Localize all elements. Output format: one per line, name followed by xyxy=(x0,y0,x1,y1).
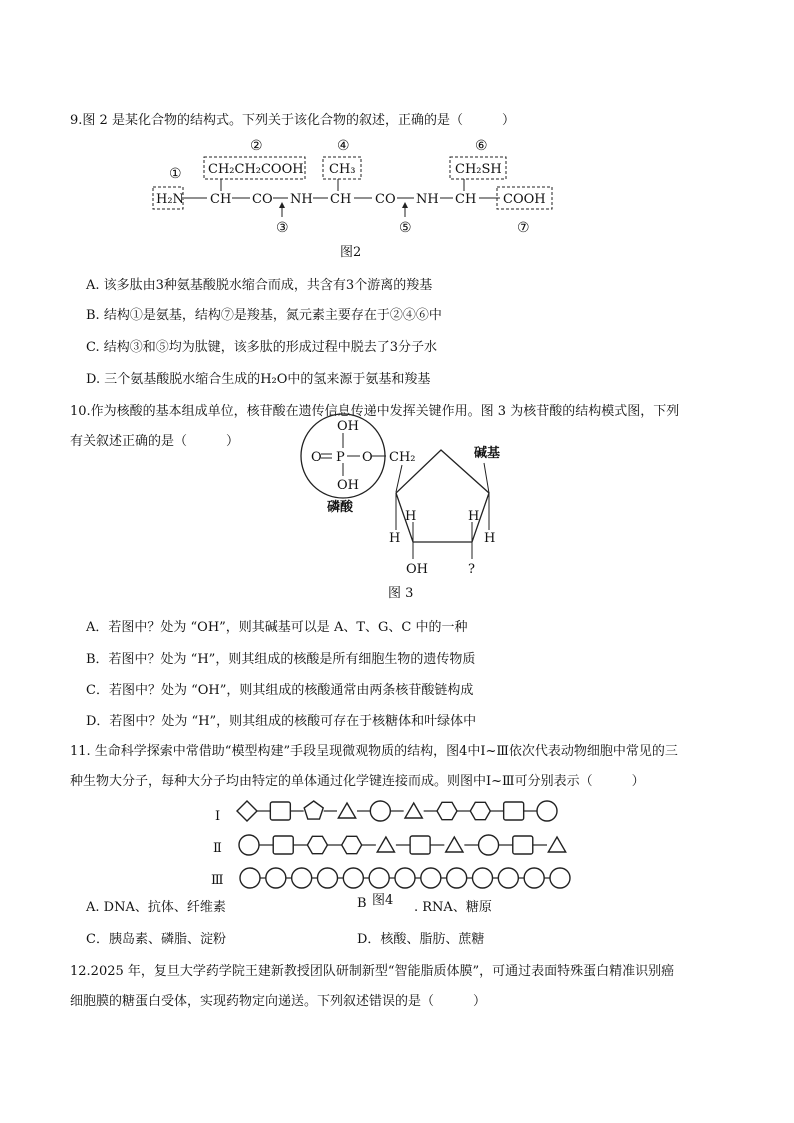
triangle-monomer xyxy=(548,837,565,852)
row-label-3: Ⅲ xyxy=(211,873,224,888)
chain-ch-1: CH xyxy=(210,192,232,207)
label-6: ⑥ xyxy=(475,138,488,154)
circle-monomer xyxy=(524,868,544,888)
q9-option-a: A. 该多肽由3种氨基酸脱水缩合而成，共含有3个游离的羧基 xyxy=(86,278,433,293)
carboxyl-group: COOH xyxy=(503,192,546,207)
label-5: ⑤ xyxy=(399,220,412,236)
chain-co-1: CO xyxy=(252,192,273,207)
q9-stem: 9.图 2 是某化合物的结构式。下列关于该化合物的叙述，正确的是（ ） xyxy=(70,113,515,128)
ch2-group: CH₂ xyxy=(389,450,416,465)
diamond-monomer xyxy=(237,801,257,821)
phosphate-p: P xyxy=(336,450,345,465)
r-group-6: CH₂SH xyxy=(455,162,502,177)
circle-monomer xyxy=(239,835,259,855)
hexagon-monomer xyxy=(470,802,490,819)
circle-monomer xyxy=(479,835,499,855)
hexagon-monomer xyxy=(437,802,457,819)
figure-4-caption: 图4 xyxy=(372,893,394,908)
q9-option-c: C. 结构③和⑤均为肽键，该多肽的形成过程中脱去了3分子水 xyxy=(86,340,438,355)
chain-co-2: CO xyxy=(375,192,396,207)
q11-option-a: A. DNA、抗体、纤维素 xyxy=(86,900,226,915)
figure-3-caption: 图 3 xyxy=(388,586,414,601)
circle-monomer xyxy=(240,868,260,888)
label-3: ③ xyxy=(276,220,289,236)
chain-nh-2: NH xyxy=(416,192,439,207)
circle-monomer xyxy=(369,868,389,888)
circle-monomer xyxy=(266,868,286,888)
q10-option-d: D．若图中？处为 “H”，则其组成的核酸可存在于核糖体和叶绿体中 xyxy=(86,714,477,729)
r-group-4: CH₃ xyxy=(329,162,356,177)
circle-monomer xyxy=(370,801,390,821)
square-monomer xyxy=(273,836,293,854)
q11-option-d: D．核酸、脂肪、蔗糖 xyxy=(357,932,485,947)
q11-option-b-tail: . RNA、糖原 xyxy=(414,900,492,915)
unknown-group: ? xyxy=(468,562,475,577)
triangle-monomer xyxy=(446,837,463,852)
c3-h-top: H xyxy=(468,509,480,524)
q11-option-c: C．胰岛素、磷脂、淀粉 xyxy=(86,932,226,947)
circle-monomer xyxy=(343,868,363,888)
circle-monomer xyxy=(292,868,312,888)
hexagon-monomer xyxy=(342,836,362,853)
square-monomer xyxy=(513,836,533,854)
circle-monomer xyxy=(537,801,557,821)
q12-stem-line1: 12.2025 年，复旦大学药学院王建新教授团队研制新型“智能脂质体膜”，可通过表面特殊蛋白精准识别癌 xyxy=(70,964,675,979)
r-group-2: CH₂CH₂COOH xyxy=(208,162,304,177)
triangle-monomer xyxy=(405,803,422,818)
chain-ch-3: CH xyxy=(455,192,477,207)
phosphate-label: 磷酸 xyxy=(327,500,354,515)
square-monomer xyxy=(504,802,524,820)
q11-option-b-letter: B xyxy=(357,896,367,911)
square-monomer xyxy=(270,802,290,820)
triangle-monomer xyxy=(377,837,394,852)
base-label: 碱基 xyxy=(474,446,501,461)
q12-stem-line2: 细胞膜的糖蛋白受体，实现药物定向递送。下列叙述错误的是（ ） xyxy=(70,994,487,1009)
q11-stem-line2: 种生物大分子，每种大分子均由特定的单体通过化学键连接而成。则图中Ⅰ~Ⅲ可分别表示（ ） xyxy=(70,774,645,789)
circle-monomer xyxy=(318,868,338,888)
figure-2-caption: 图2 xyxy=(340,245,362,260)
phosphate-o-double: O xyxy=(311,450,322,465)
q10-option-c: C．若图中？处为 “OH”，则其组成的核酸通常由两条核苷酸链构成 xyxy=(86,683,474,698)
chain-nh-1: NH xyxy=(290,192,313,207)
hexagon-monomer xyxy=(307,836,327,853)
label-1: ① xyxy=(169,166,182,182)
q9-option-b: B. 结构①是氨基，结构⑦是羧基，氮元素主要存在于②④⑥中 xyxy=(86,308,442,323)
circle-monomer xyxy=(421,868,441,888)
c1-h-left: H xyxy=(389,531,401,546)
chain-ch-2: CH xyxy=(330,192,352,207)
triangle-monomer xyxy=(338,803,355,818)
q10-option-b: B．若图中？处为 “H”，则其组成的核酸是所有细胞生物的遗传物质 xyxy=(86,652,476,667)
q10-stem-line2: 有关叙述正确的是（ ） xyxy=(70,434,240,449)
label-7: ⑦ xyxy=(517,220,530,236)
circle-monomer xyxy=(395,868,415,888)
label-4: ④ xyxy=(337,138,350,154)
row-label-1: Ⅰ xyxy=(215,809,221,824)
q10-option-a: A．若图中？处为 “OH”，则其碱基可以是 A、T、G、C 中的一种 xyxy=(86,620,468,635)
sugar-oh: OH xyxy=(406,562,428,577)
q11-stem-line1: 11. 生命科学探索中常借助“模型构建”手段呈现微观物质的结构，图4中Ⅰ~Ⅲ依次代表动物细胞中常见的三 xyxy=(70,744,678,759)
circle-monomer xyxy=(498,868,518,888)
q9-option-d: D. 三个氨基酸脱水缩合生成的H₂O中的氢来源于氨基和羧基 xyxy=(86,372,431,387)
circle-monomer xyxy=(473,868,493,888)
square-monomer xyxy=(410,836,430,854)
phosphate-oh-top: OH xyxy=(337,419,359,434)
label-2: ② xyxy=(250,138,263,154)
c2-h-top: H xyxy=(405,509,417,524)
phosphate-o-ester: O xyxy=(362,450,373,465)
amino-group: H₂N xyxy=(156,192,184,207)
circle-monomer xyxy=(447,868,467,888)
phosphate-oh-bottom: OH xyxy=(337,478,359,493)
c4-h-right: H xyxy=(484,531,496,546)
pentagon-monomer xyxy=(304,801,323,819)
q10-stem-line1: 10.作为核酸的基本组成单位，核苷酸在遗传信息传递中发挥关键作用。图 3 为核苷酸的结构模式图，下列 xyxy=(70,404,680,419)
row-label-2: Ⅱ xyxy=(213,841,222,856)
circle-monomer xyxy=(550,868,570,888)
